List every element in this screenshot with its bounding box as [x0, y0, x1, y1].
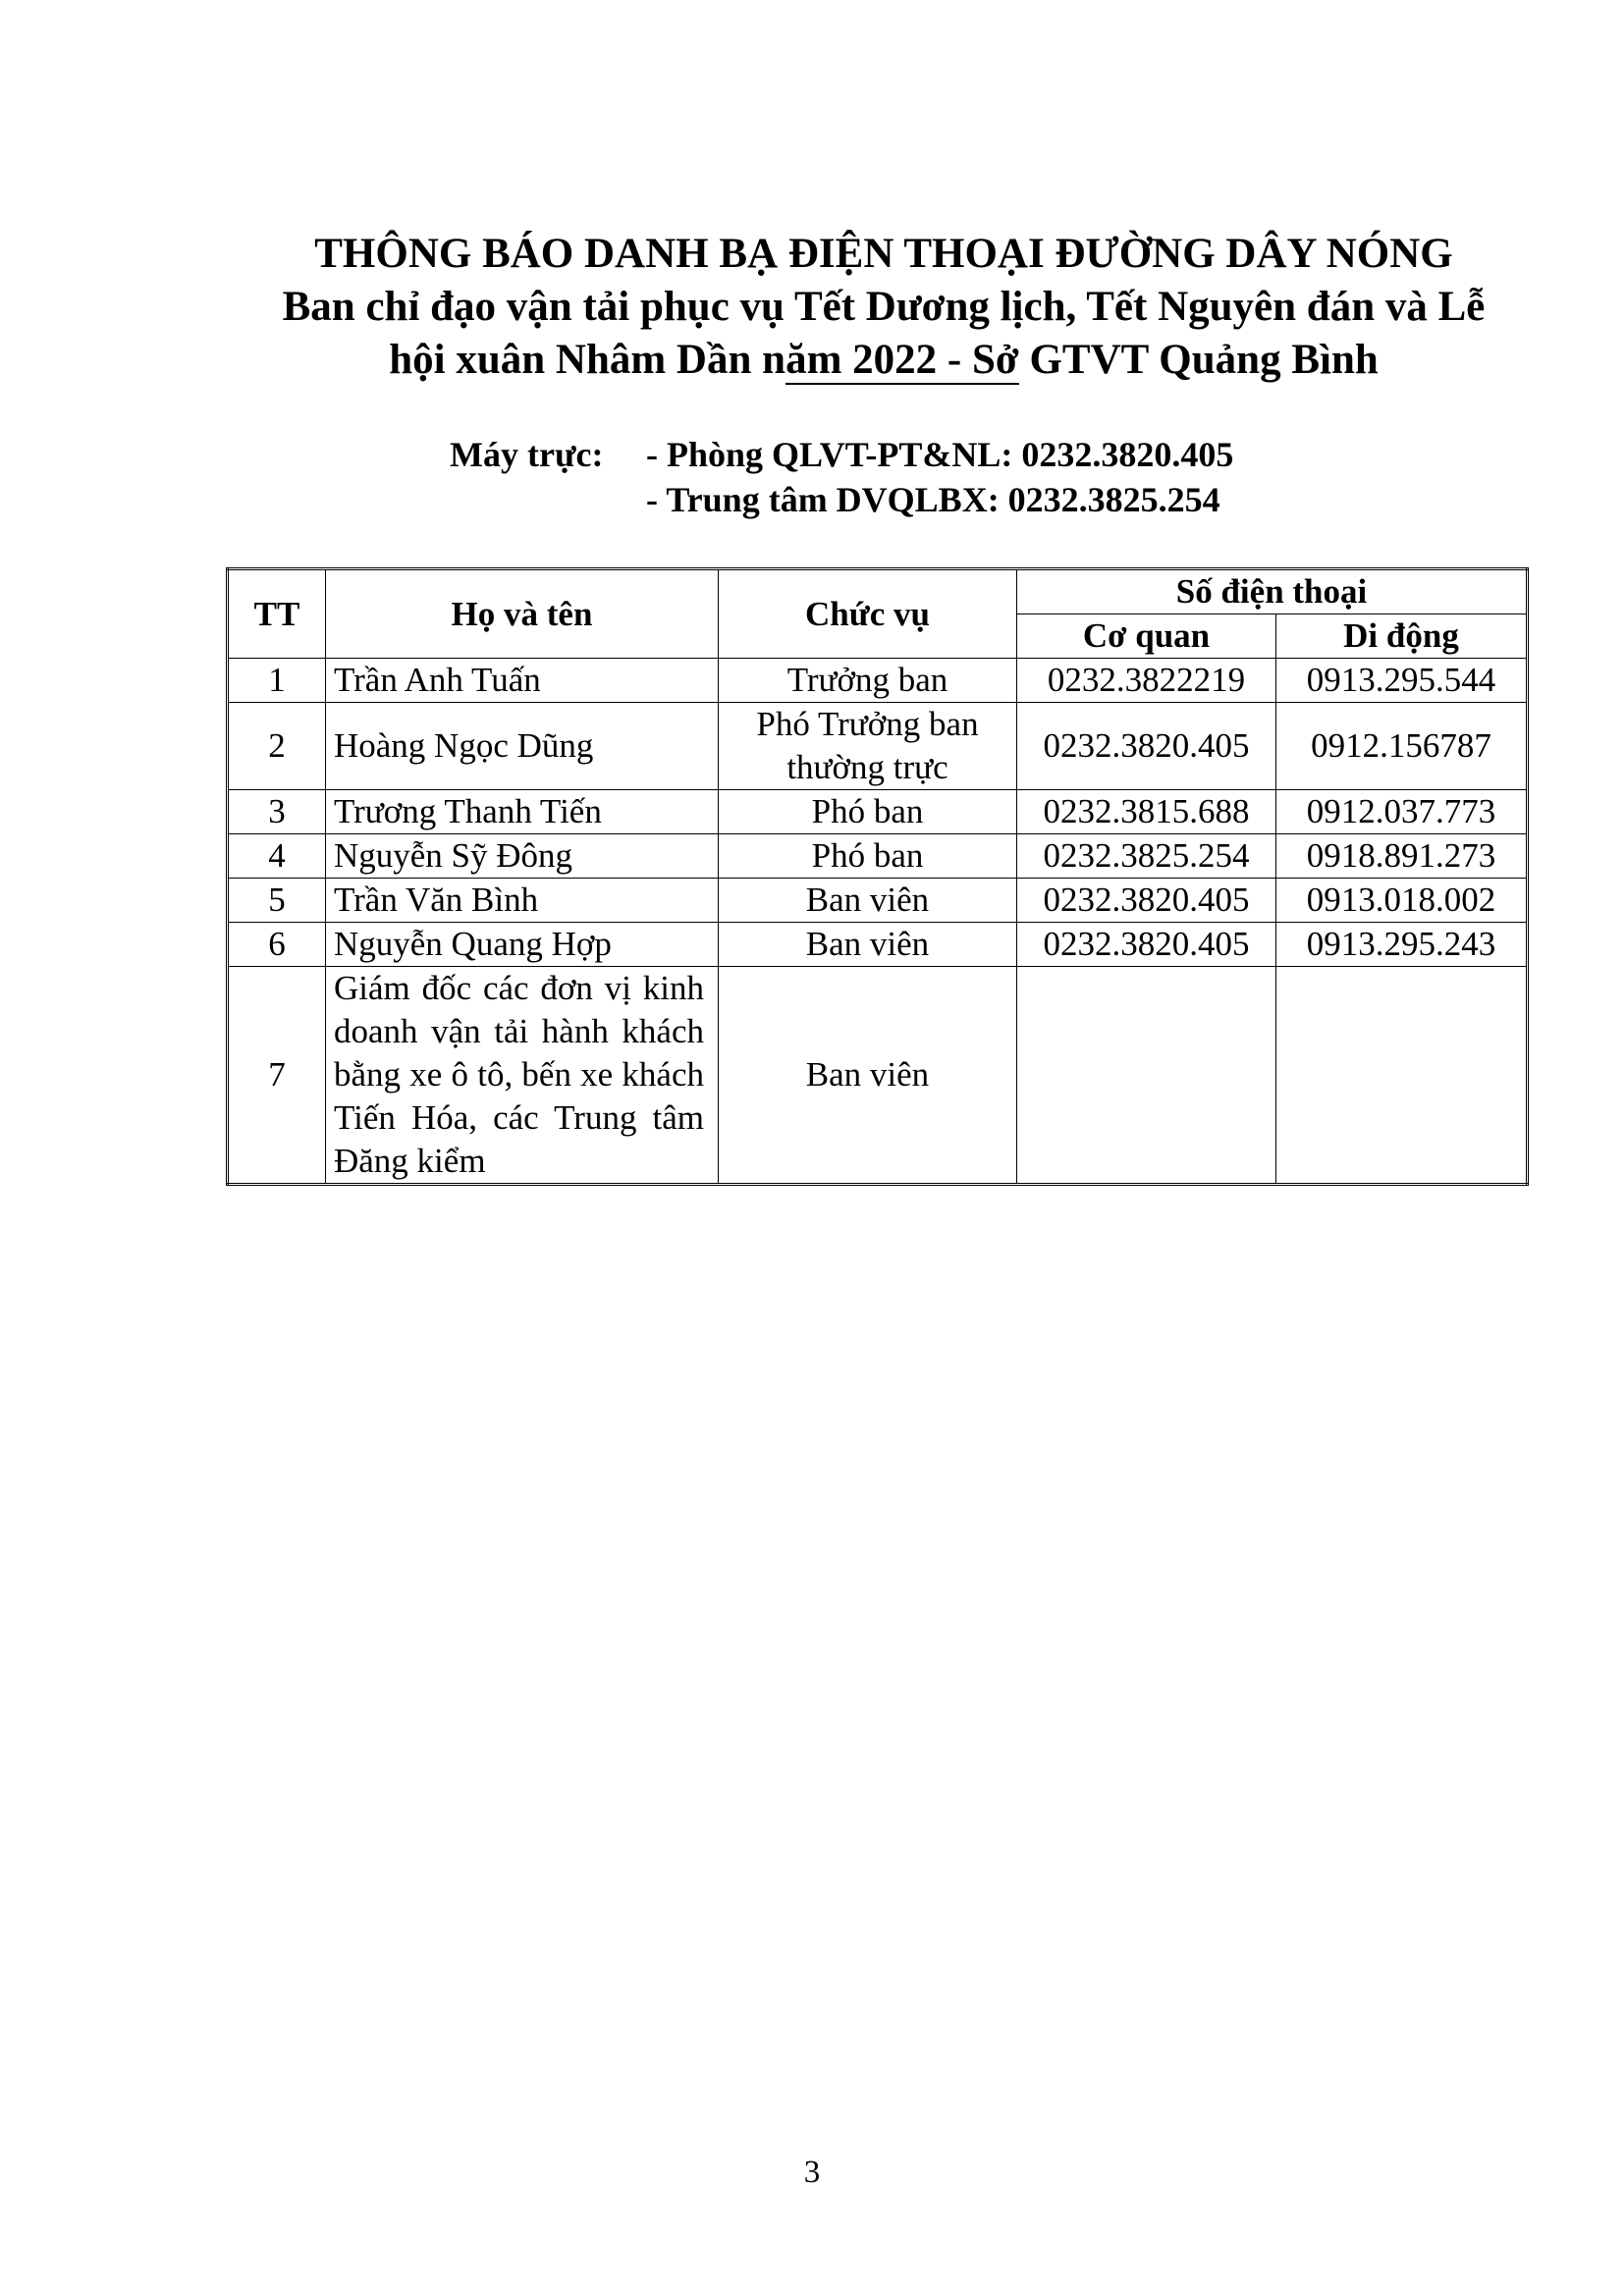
cell-office-phone: 0232.3820.405: [1017, 923, 1276, 967]
cell-role: Phó ban: [719, 790, 1017, 834]
cell-role: Ban viên: [719, 879, 1017, 923]
cell-role: Phó ban: [719, 834, 1017, 879]
header-name: Họ và tên: [326, 569, 719, 659]
table-row: [228, 967, 1528, 1185]
table-row: [228, 879, 1528, 923]
title-line-3-underlined: ăm 2022 - Sở: [785, 337, 1019, 383]
hotline-number-1: - Phòng QLVT-PT&NL: 0232.3820.405: [646, 435, 1234, 474]
header-office: Cơ quan: [1017, 614, 1276, 659]
header-tt: TT: [228, 569, 326, 659]
cell-mobile-phone: 0912.037.773: [1276, 790, 1528, 834]
title-line-1: THÔNG BÁO DANH BẠ ĐIỆN THOẠI ĐƯỜNG DÂY NÓNG: [314, 231, 1453, 277]
table-row: [228, 790, 1528, 834]
cell-tt: 1: [228, 659, 326, 703]
cell-role: Ban viên: [719, 967, 1017, 1185]
hotline-block: [450, 432, 1233, 522]
cell-mobile-phone: 0918.891.273: [1276, 834, 1528, 879]
cell-name: Trần Văn Bình: [326, 879, 719, 923]
cell-mobile-phone: 0913.295.243: [1276, 923, 1528, 967]
table-header-row: [228, 569, 1528, 614]
document-title: [196, 228, 1571, 387]
cell-role: [719, 703, 1017, 790]
cell-tt: 2: [228, 703, 326, 790]
cell-name: Nguyễn Sỹ Đông: [326, 834, 719, 879]
cell-name: Trần Anh Tuấn: [326, 659, 719, 703]
cell-office-phone: 0232.3815.688: [1017, 790, 1276, 834]
hotline-number-2: - Trung tâm DVQLBX: 0232.3825.254: [646, 480, 1220, 519]
hotline-label: Máy trực:: [450, 435, 604, 474]
cell-office-phone: 0232.3822219: [1017, 659, 1276, 703]
cell-name: Hoàng Ngọc Dũng: [326, 703, 719, 790]
cell-mobile-phone: [1276, 967, 1528, 1185]
cell-role-line-1: Phó Trưởng ban: [756, 705, 979, 743]
page-number: 3: [803, 2155, 821, 2190]
cell-office-phone: 0232.3820.405: [1017, 879, 1276, 923]
cell-office-phone: [1017, 967, 1276, 1185]
hotline-row-1: [450, 432, 1233, 477]
hotline-row-2: [450, 477, 1233, 522]
cell-mobile-phone: 0913.295.544: [1276, 659, 1528, 703]
cell-mobile-phone: 0912.156787: [1276, 703, 1528, 790]
cell-tt: 7: [228, 967, 326, 1185]
cell-role: Ban viên: [719, 923, 1017, 967]
cell-office-phone: 0232.3820.405: [1017, 703, 1276, 790]
header-mobile: Di động: [1276, 614, 1528, 659]
cell-role: Trưởng ban: [719, 659, 1017, 703]
cell-tt: 5: [228, 879, 326, 923]
cell-tt: 4: [228, 834, 326, 879]
table-row: [228, 834, 1528, 879]
table-row: [228, 659, 1528, 703]
phone-directory-table: [226, 567, 1529, 1186]
table-row: [228, 923, 1528, 967]
cell-mobile-phone: 0913.018.002: [1276, 879, 1528, 923]
header-phone: Số điện thoại: [1017, 569, 1528, 614]
header-role: Chức vụ: [719, 569, 1017, 659]
cell-office-phone: 0232.3825.254: [1017, 834, 1276, 879]
cell-tt: 6: [228, 923, 326, 967]
table-row: [228, 703, 1528, 790]
title-line-3-end: GTVT Quảng Bình: [1018, 337, 1379, 383]
cell-name: Nguyễn Quang Hợp: [326, 923, 719, 967]
cell-name: Trương Thanh Tiến: [326, 790, 719, 834]
cell-name: Giám đốc các đơn vị kinh doanh vận tải hành khách bằng xe ô tô, bến xe khách Tiến Hóa, các Trung tâm Đăng kiểm: [326, 967, 719, 1185]
title-line-3-start: hội xuân Nhâm Dần n: [389, 337, 786, 383]
title-line-2: Ban chỉ đạo vận tải phục vụ Tết Dương lịch, Tết Nguyên đán và Lễ: [282, 284, 1486, 330]
title-line-3: [196, 334, 1571, 387]
cell-tt: 3: [228, 790, 326, 834]
cell-role-line-2: thường trực: [786, 748, 948, 786]
